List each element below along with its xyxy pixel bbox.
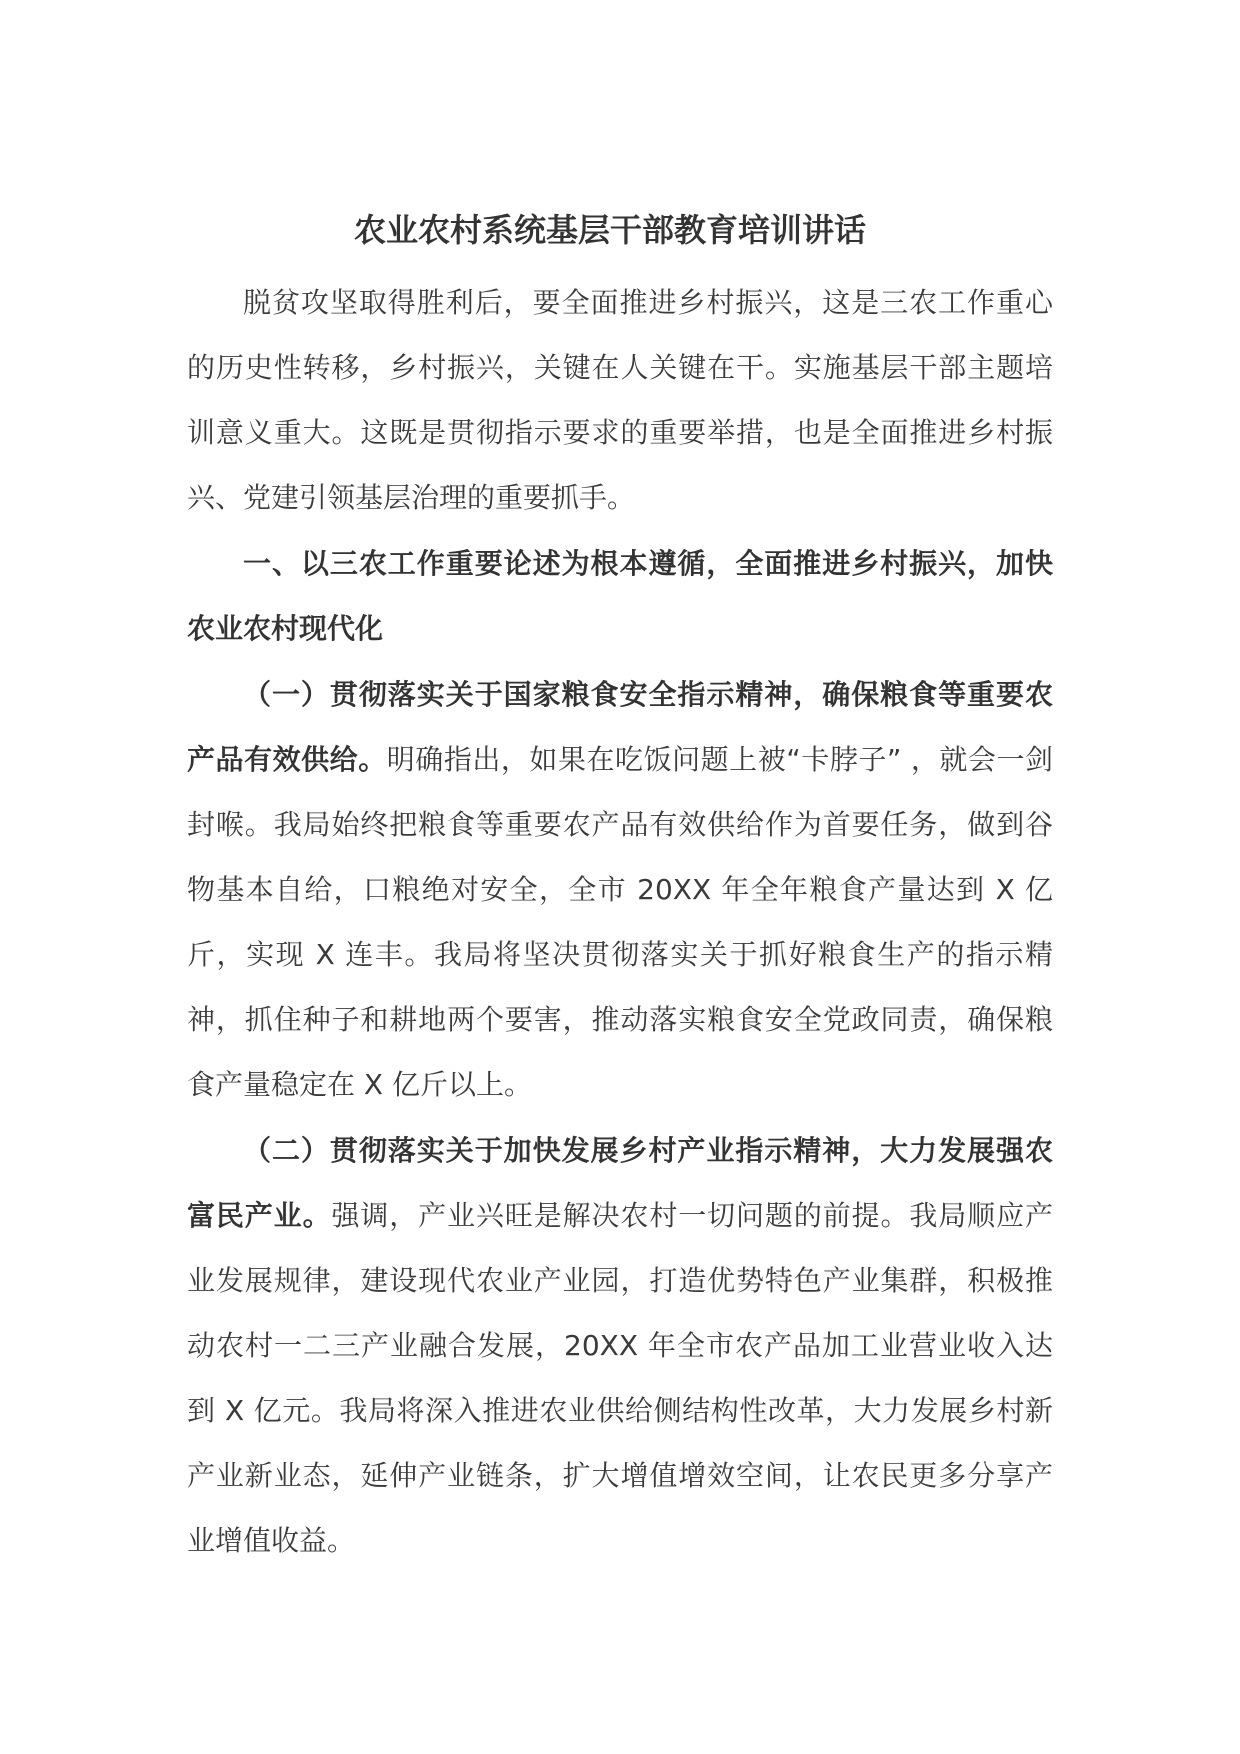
item-paragraph-1 [187,662,1053,1117]
document-title: 农业农村系统基层干部教育培训讲话 [353,211,866,249]
intro-paragraph: 脱贫攻坚取得胜利后，要全面推进乡村振兴，这是三农工作重心的历史性转移，乡村振兴，关键在人关键在干。实施基层干部主题培训意义重大。这既是贯彻指示要求的重要举措，也是全面推进乡村振兴、党建引领基层治理的重要抓手。 [187,286,1053,514]
item-body-1: 明确指出，如果在吃饭问题上被“卡脖子” ，就会一剑封喉。我局始终把粮食等重要农产品有效供给作为首要任务，做到谷物基本自给，口粮绝对安全，全市 20XX 年全年粮食产量达到 X 亿斤，实现 X 连丰。我局将坚决贯彻落实关于抓好粮食生产的指示精神，抓住种子和耕地两个要害，推动落实粮食安全党政同责，确保粮食产量稳定在 X 亿斤以上。 [187,743,1053,1101]
section-heading-1: 一、以三农工作重要论述为根本遵循，全面推进乡村振兴，加快农业农村现代化 [187,547,1053,645]
item-lead-1: （一）贯彻落实关于国家粮食安全指示精神，确保粮食等重要农产品有效供给。 [187,678,1053,776]
item-lead-2: （二）贯彻落实关于加快发展乡村产业指示精神，大力发展强农富民产业。 [187,1134,1053,1232]
item-paragraph-2 [187,1118,1053,1573]
item-body-2: 强调，产业兴旺是解决农村一切问题的前提。我局顺应产业发展规律，建设现代农业产业园，打造优势特色产业集群，积极推动农村一二三产业融合发展，20XX 年全市农产品加工业营业收入达到 X 亿元。我局将深入推进农业供给侧结构性改革，大力发展乡村新产业新业态，延伸产业链条，扩大增值增效空间，让农民更多分享产业增值收益。 [187,1199,1053,1557]
document-page [187,200,1053,1574]
